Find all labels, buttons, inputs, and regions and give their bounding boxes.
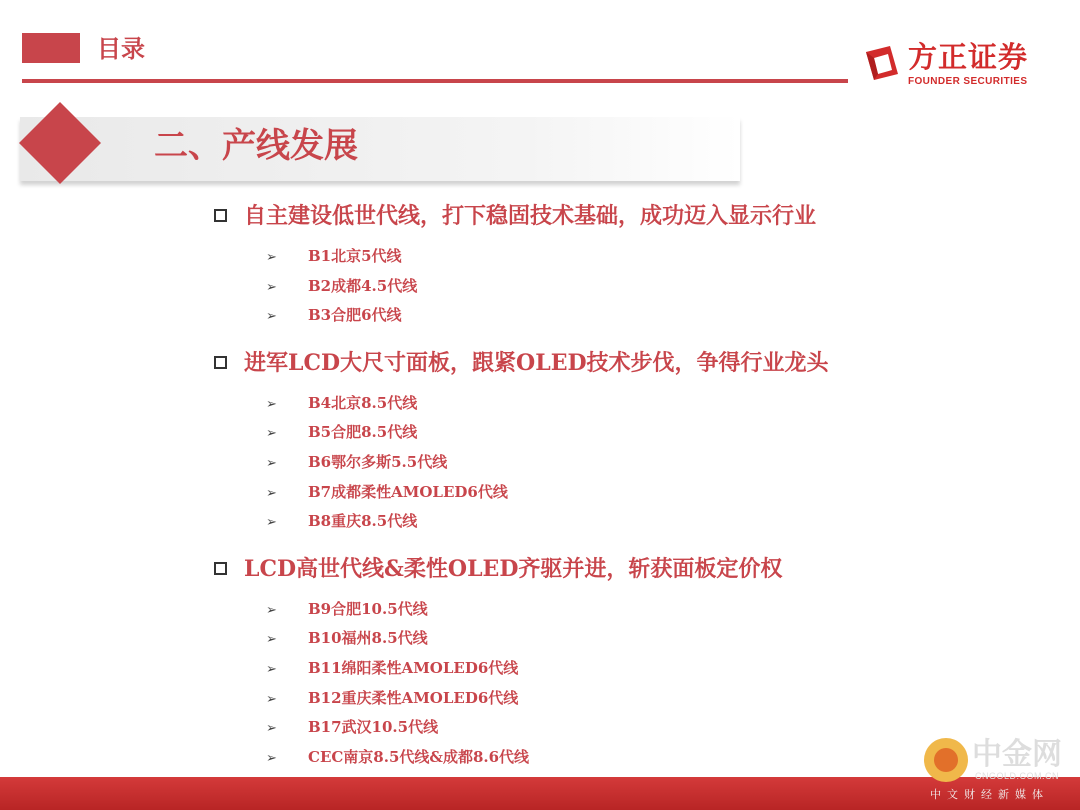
logo-text-en: FOUNDER SECURITIES bbox=[908, 76, 1028, 87]
checkbox-square-icon bbox=[214, 356, 227, 369]
header-rule bbox=[22, 79, 848, 83]
checkbox-square-icon bbox=[214, 209, 227, 222]
list-item: ➢ B11绵阳柔性AMOLED6代线 bbox=[266, 658, 518, 680]
arrow-bullet-icon: ➢ bbox=[266, 397, 277, 412]
arrow-bullet-icon: ➢ bbox=[266, 280, 277, 295]
list-item: ➢ B12重庆柔性AMOLED6代线 bbox=[266, 688, 518, 710]
watermark-logo-inner bbox=[934, 748, 958, 772]
header-title: 目录 bbox=[97, 35, 145, 63]
section-title: 二、产线发展 bbox=[154, 126, 358, 166]
list-item: ➢ B9合肥10.5代线 bbox=[266, 599, 428, 621]
arrow-bullet-icon: ➢ bbox=[266, 603, 277, 618]
watermark-text: 中金网 bbox=[972, 737, 1062, 772]
arrow-bullet-icon: ➢ bbox=[266, 515, 277, 530]
arrow-bullet-icon: ➢ bbox=[266, 486, 277, 501]
list-item: ➢ B3合肥6代线 bbox=[266, 305, 402, 327]
arrow-bullet-icon: ➢ bbox=[266, 662, 277, 677]
footer-bar bbox=[0, 777, 1080, 810]
list-item: ➢ CEC南京8.5代线&成都8.6代线 bbox=[266, 747, 529, 769]
arrow-bullet-icon: ➢ bbox=[266, 751, 277, 766]
list-item: ➢ B7成都柔性AMOLED6代线 bbox=[266, 482, 508, 504]
list-item: ➢ B5合肥8.5代线 bbox=[266, 422, 417, 444]
group-heading: 进军LCD大尺寸面板，跟紧OLED技术步伐，争得行业龙头 bbox=[214, 349, 829, 377]
section-title-bar bbox=[20, 117, 740, 181]
list-item: ➢ B2成都4.5代线 bbox=[266, 276, 417, 298]
arrow-bullet-icon: ➢ bbox=[266, 250, 277, 265]
checkbox-square-icon bbox=[214, 562, 227, 575]
group-heading: 自主建设低世代线，打下稳固技术基础，成功迈入显示行业 bbox=[214, 202, 816, 230]
list-item: ➢ B6鄂尔多斯5.5代线 bbox=[266, 452, 447, 474]
founder-logo-icon bbox=[862, 44, 902, 84]
arrow-bullet-icon: ➢ bbox=[266, 309, 277, 324]
header-accent-block bbox=[22, 33, 80, 63]
logo-text-cn: 方正证券 bbox=[908, 40, 1029, 74]
list-item: ➢ B4北京8.5代线 bbox=[266, 393, 417, 415]
arrow-bullet-icon: ➢ bbox=[266, 632, 277, 647]
group-heading: LCD高世代线&柔性OLED齐驱并进，斩获面板定价权 bbox=[214, 555, 782, 583]
arrow-bullet-icon: ➢ bbox=[266, 692, 277, 707]
arrow-bullet-icon: ➢ bbox=[266, 721, 277, 736]
list-item: ➢ B17武汉10.5代线 bbox=[266, 717, 438, 739]
arrow-bullet-icon: ➢ bbox=[266, 456, 277, 471]
watermark-url: CNGOLD.COM.CN bbox=[975, 771, 1060, 781]
arrow-bullet-icon: ➢ bbox=[266, 426, 277, 441]
list-item: ➢ B8重庆8.5代线 bbox=[266, 511, 417, 533]
list-item: ➢ B1北京5代线 bbox=[266, 246, 402, 268]
list-item: ➢ B10福州8.5代线 bbox=[266, 628, 428, 650]
watermark-subtitle: 中文财经新媒体 bbox=[930, 788, 1049, 801]
